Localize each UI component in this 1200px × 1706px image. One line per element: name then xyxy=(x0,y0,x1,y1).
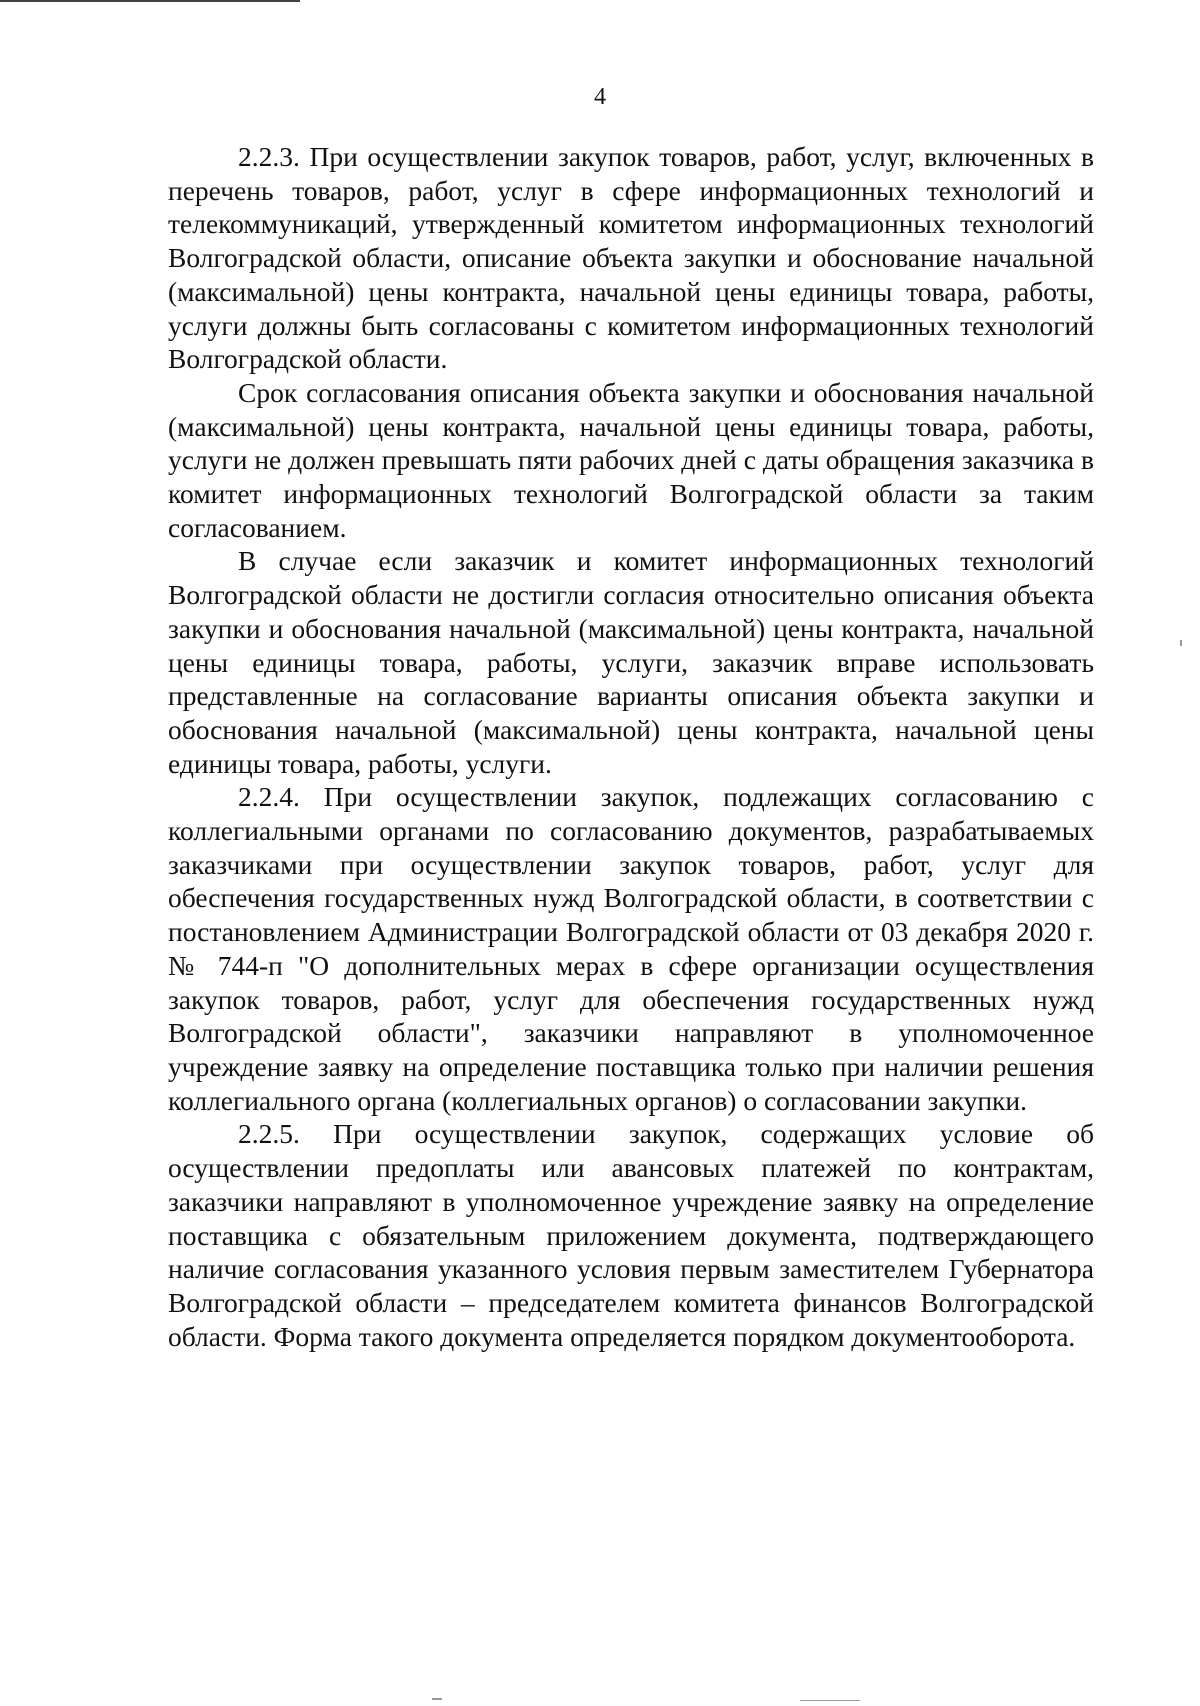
page-number: 4 xyxy=(594,84,606,110)
document-body xyxy=(168,140,1094,1353)
paragraph-2-2-4: 2.2.4. При осуществлении закупок, подлежащих согласованию с коллегиальными органами по согласованию документов, разрабатываемых заказчиками при осуществлении закупок товаров, работ, услуг для обеспечения государственных нужд Волгоградской области, в соответствии с постановлением Администрации Волгоградской области от 03 декабря 2020 г. № 744-п "О дополнительных мерах в сфере организации осуществления закупок товаров, работ, услуг для обеспечения государственных нужд Волгоградской области", заказчики направляют в уполномоченное учреждение заявку на определение поставщика только при наличии решения коллегиального органа (коллегиальных органов) о согласовании закупки. xyxy=(168,781,1094,1116)
paragraph-disagreement-case: В случае если заказчик и комитет информационных технологий Волгоградской области не достигли согласия относительно описания объекта закупки и обоснования начальной (максимальной) цены контракта, начальной цены единицы товара, работы, услуги, заказчик вправе использовать представленные на согласование варианты описания объекта закупки и обоснования начальной (максимальной) цены контракта, начальной цены единицы товара, работы, услуги. xyxy=(168,545,1094,779)
scan-speck xyxy=(800,1700,860,1701)
scan-speck xyxy=(432,1698,442,1700)
paragraph-2-2-5: 2.2.5. При осуществлении закупок, содержащих условие об осуществлении предоплаты или авансовых платежей по контрактам, заказчики направляют в уполномоченное учреждение заявку на определение поставщика с обязательным приложением документа, подтверждающего наличие согласования указанного условия первым заместителем Губернатора Волгоградской области – председателем комитета финансов Волгоградской области. Форма такого документа определяется порядком документооборота. xyxy=(168,1118,1094,1352)
scan-edge-line xyxy=(0,0,300,2)
paragraph-approval-term: Срок согласования описания объекта закупки и обоснования начальной (максимальной) цены контракта, начальной цены единицы товара, работы, услуги не должен превышать пяти рабочих дней с даты обращения заказчика в комитет информационных технологий Волгоградской области за таким согласованием. xyxy=(168,376,1094,543)
scan-speck xyxy=(1180,640,1182,646)
paragraph-2-2-3: 2.2.3. При осуществлении закупок товаров, работ, услуг, включенных в перечень товаров, работ, услуг в сфере информационных технологий и телекоммуникаций, утвержденный комитетом информационных технологий Волгоградской области, описание объекта закупки и обоснование начальной (максимальной) цены контракта, начальной цены единицы товара, работы, услуги должны быть согласованы с комитетом информационных технологий Волгоградской области. xyxy=(168,141,1094,375)
